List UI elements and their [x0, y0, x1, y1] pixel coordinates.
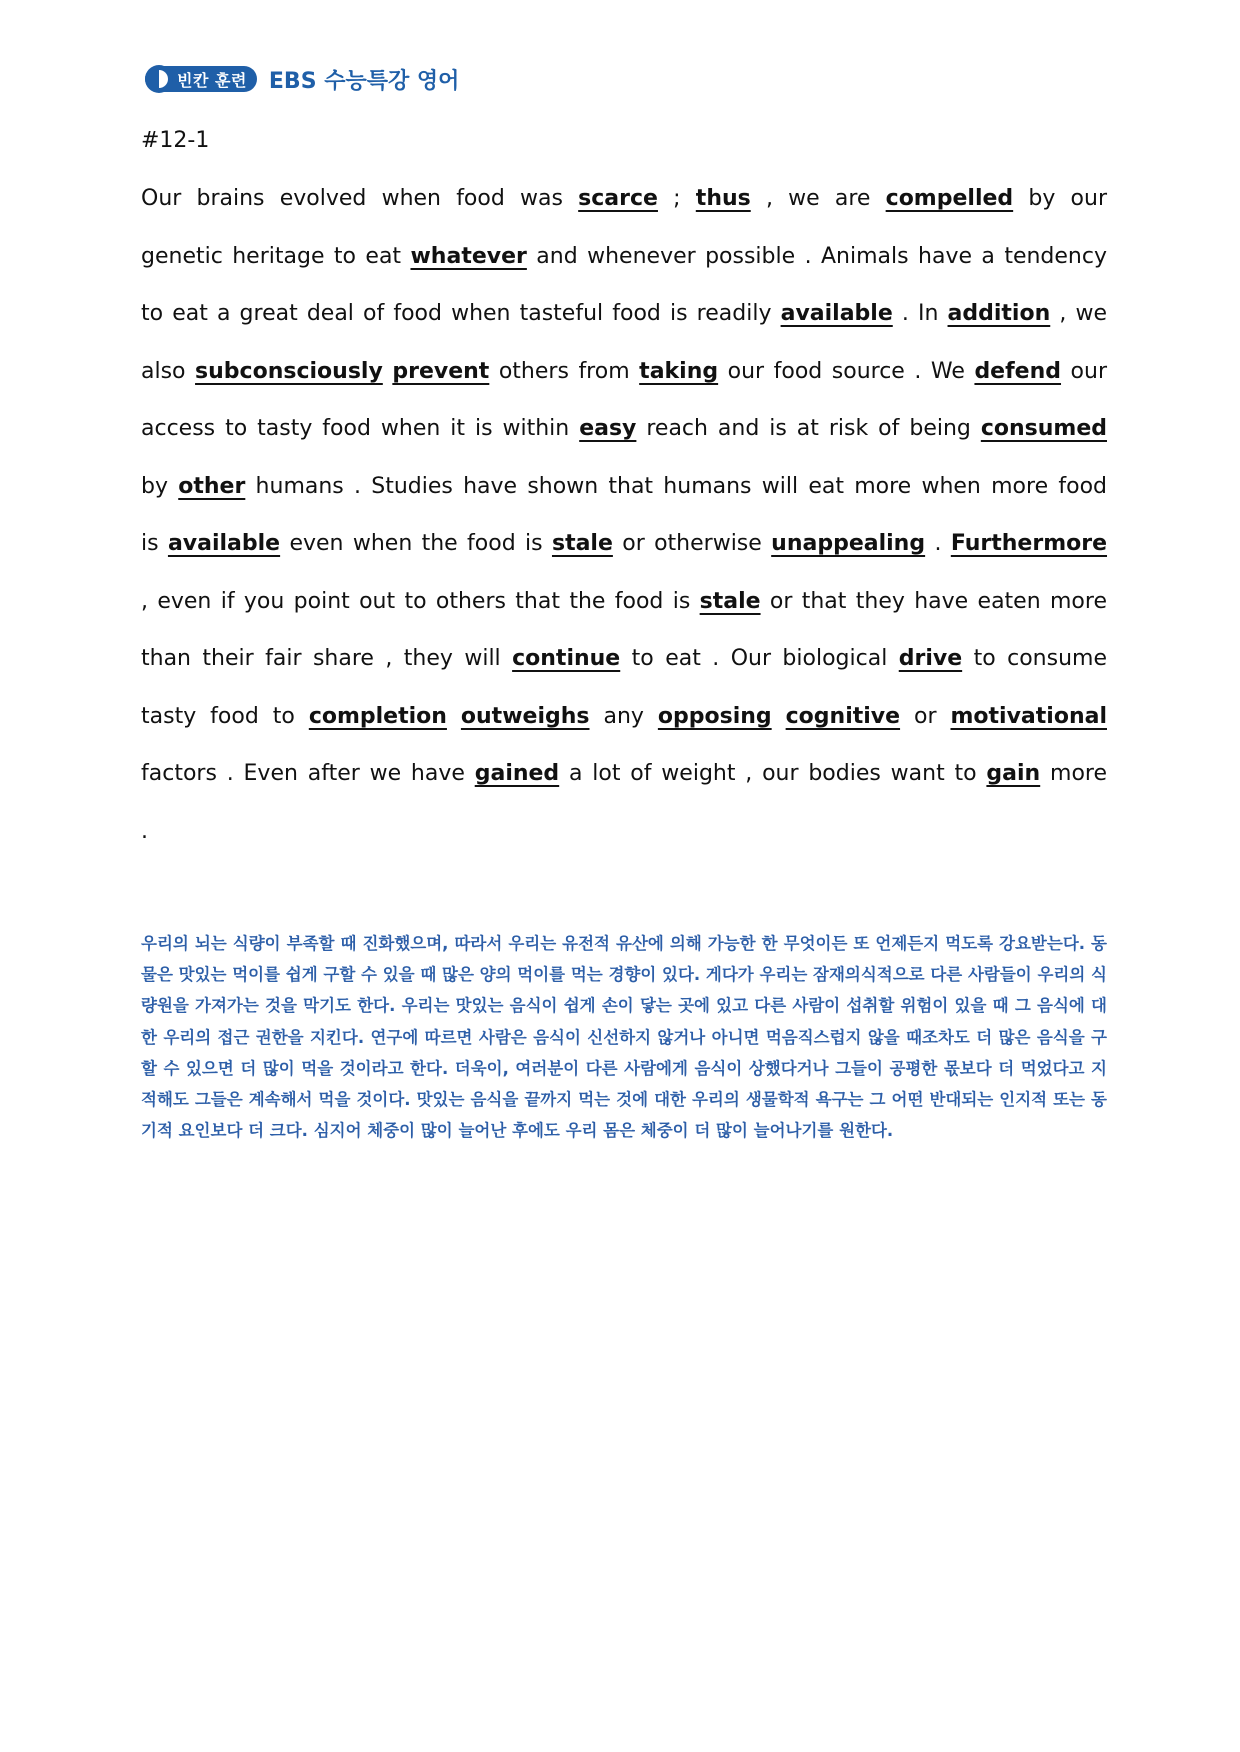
- keyword: stale: [699, 588, 761, 614]
- keyword: easy: [579, 416, 637, 441]
- passage-text: [447, 704, 461, 729]
- passage-text: more .: [141, 761, 1107, 844]
- passage-text: even when the food is: [280, 531, 552, 556]
- keyword: stale: [551, 531, 613, 556]
- passage-text: or: [900, 703, 951, 729]
- passage-text: reach and is at risk of being: [636, 416, 981, 441]
- passage-text: , we also: [141, 301, 1107, 384]
- keyword: subconsciously: [195, 358, 383, 384]
- passage-text: , even if you point out to others that the food is: [141, 588, 700, 614]
- keyword: Furthermore: [950, 531, 1108, 556]
- passage-text: . In: [892, 301, 948, 326]
- keyword: compelled: [885, 186, 1014, 211]
- passage-text: [772, 704, 786, 729]
- passage-text: any: [589, 703, 658, 729]
- passage-text: ;: [657, 186, 696, 211]
- passage-text: to eat . Our biological: [620, 646, 899, 671]
- keyword: whatever: [410, 243, 527, 269]
- document-title: EBS 수능특강 영어: [268, 68, 460, 94]
- passage-text: Our brains evolved when food was: [141, 186, 579, 211]
- keyword: outweighs: [460, 703, 590, 729]
- keyword: gain: [986, 761, 1041, 786]
- badge-label: 빈칸 훈련: [177, 70, 247, 90]
- keyword: thus: [695, 186, 751, 211]
- keyword: cognitive: [785, 703, 901, 729]
- keyword: taking: [639, 358, 719, 384]
- passage-text: .: [925, 531, 951, 556]
- korean-translation: 우리의 뇌는 식량이 부족할 때 진화했으며, 따라서 우리는 유전적 유산에 의해 가능한 한 무엇이든 또 언제든지 먹도록 강요받는다. 동물은 맛있는 먹이를 쉽게 구할 수 있을 때 많은 양의 먹이를 먹는 경향이 있다. 게다가 우리는 잠재의식적으로 다른 사람들이 우리의 식량원을 가져가는 것을 막기도 한다. 우리는 맛있는 음식이 쉽게 손이 닿는 곳에 있고 다른 사람이 섭취할 위험이 있을 때 그 음식에 대한 우리의 접근 권한을 지킨다. 연구에 따르면 사람은 음식이 신선하지 않거나 아니면 먹음직스럽지 않을 때조차도 더 많은 음식을 구할 수 있으면 더 많이 먹을 것이라고 한다. 더욱이, 여러분이 다른 사람에게 음식이 상했다거나 그들이 공평한 몫보다 더 먹었다고 지적해도 그들은 계속해서 먹을 것이다. 맛있는 음식을 끝까지 먹는 것에 대한 우리의 생물학적 욕구는 그 어떤 반대되는 인지적 또는 동기적 요인보다 더 크다. 심지어 체중이 많이 늘어난 후에도 우리 몸은 체중이 더 많이 늘어나기를 원한다.: [141, 934, 1107, 1141]
- passage-text: by our genetic heritage to eat: [141, 186, 1107, 269]
- keyword: opposing: [657, 703, 772, 729]
- keyword: addition: [947, 301, 1051, 326]
- passage-text: our access to tasty food when it is within: [141, 358, 1107, 441]
- passage-text: others from: [489, 358, 640, 384]
- keyword: available: [780, 301, 893, 326]
- keyword: prevent: [392, 358, 490, 384]
- passage-text: [383, 359, 393, 384]
- keyword: unappealing: [771, 531, 926, 556]
- keyword: other: [178, 473, 246, 499]
- blank-training-badge: [145, 66, 257, 92]
- passage-text: , we are: [750, 186, 886, 211]
- keyword: motivational: [950, 703, 1107, 729]
- keyword: scarce: [578, 186, 658, 211]
- passage-text: or that they have eaten more than their fair share , they will: [141, 588, 1107, 671]
- keyword: defend: [974, 358, 1062, 384]
- question-number: #12-1: [141, 128, 210, 153]
- passage-text: or otherwise: [612, 531, 772, 556]
- passage-text: to consume tasty food to: [141, 646, 1107, 729]
- half-moon-icon: [145, 65, 173, 93]
- page-header: [145, 62, 459, 96]
- keyword: completion: [308, 703, 447, 729]
- keyword: drive: [898, 646, 963, 671]
- passage-text: a lot of weight , our bodies want to: [559, 761, 987, 786]
- keyword: available: [167, 531, 281, 556]
- passage-text: by: [141, 473, 179, 499]
- passage-text: and whenever possible . Animals have a tendency to eat a great deal of food when tasteful food is readily: [141, 243, 1107, 326]
- keyword: continue: [512, 646, 621, 671]
- passage-text: our food source . We: [718, 358, 975, 384]
- keyword: gained: [474, 761, 560, 786]
- passage-text: humans . Studies have shown that humans will eat more when more food is: [141, 473, 1107, 556]
- keyword: consumed: [980, 416, 1107, 441]
- english-passage: [141, 170, 1107, 860]
- passage-text: factors . Even after we have: [141, 761, 475, 786]
